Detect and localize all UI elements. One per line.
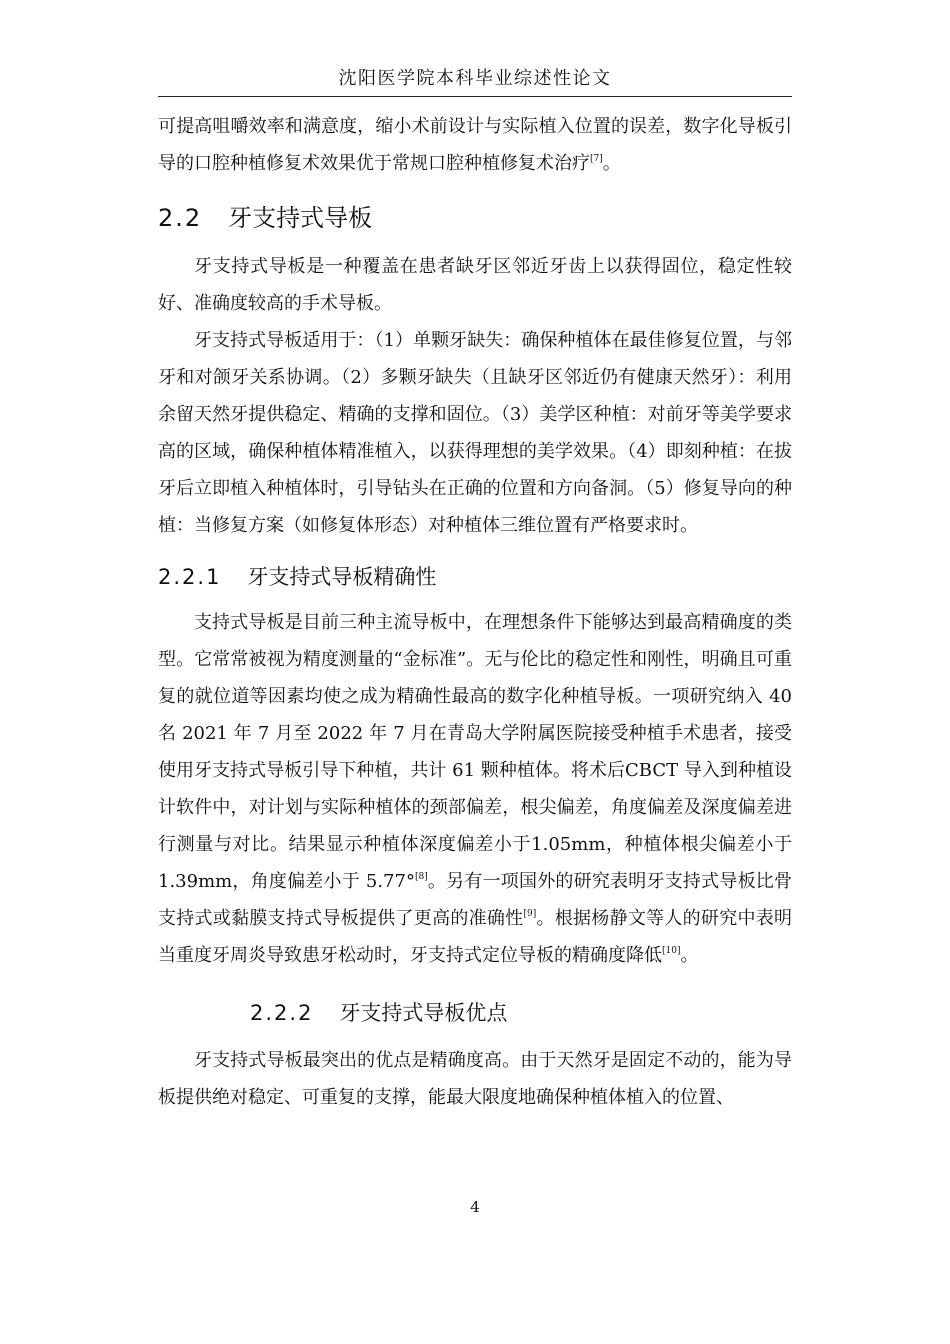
section-2-2-1-paragraph [158, 604, 792, 974]
header-rule [158, 96, 792, 97]
citation-10[interactable]: [10] [662, 946, 681, 956]
paragraph-text-part-3: 。根据杨静文等人的研究中表明当重度牙周炎导致患牙松动时，牙支持式定位导板的精确度降低 [158, 908, 793, 966]
running-header: 沈阳医学院本科毕业综述性论文 [338, 68, 612, 89]
heading-2-2-1-title: 牙支持式导板精确性 [247, 565, 437, 589]
heading-2-2 [158, 200, 792, 236]
intro-text: 可提高咀嚼效率和满意度，缩小术前设计与实际植入位置的误差，数字化导板引导的口腔种植修复术效果优于常规口腔种植修复术治疗 [158, 116, 792, 174]
paragraph-text-part-2: 。另有一项国外的研究表明牙支持式导板比骨支持式或黏膜支持式导板提供了更高的准确性 [158, 871, 793, 929]
citation-8[interactable]: [8] [414, 872, 428, 882]
heading-2-2-2 [158, 996, 792, 1030]
heading-2-2-number: 2.2 [158, 204, 203, 232]
heading-2-2-2-number: 2.2.2 [250, 1001, 314, 1025]
page-body [158, 104, 792, 1116]
page-number: 4 [470, 1198, 480, 1216]
heading-2-2-1 [158, 560, 792, 594]
heading-2-2-2-title: 牙支持式导板优点 [339, 1001, 508, 1025]
section-2-2-paragraph-1: 牙支持式导板是一种覆盖在患者缺牙区邻近牙齿上以获得固位，稳定性较好、准确度较高的手术导板。 [158, 256, 792, 314]
paragraph-text-part-4: 。 [680, 945, 699, 966]
heading-2-2-1-number: 2.2.1 [158, 565, 222, 589]
intro-paragraph [158, 108, 792, 182]
citation-7[interactable]: [7] [590, 154, 603, 164]
section-2-2-paragraph-2: 牙支持式导板适用于：（1）单颗牙缺失：确保种植体在最佳修复位置，与邻牙和对颌牙关系协调。（2）多颗牙缺失（且缺牙区邻近仍有健康天然牙）：利用余留天然牙提供稳定、精确的支撑和固位。（3）美学区种植：对前牙等美学要求高的区域，确保种植体精准植入，以获得理想的美学效果。（4）即刻种植：在拔牙后立即植入种植体时，引导钻头在正确的位置和方向备洞。（5）修复导向的种植：当修复方案（如修复体形态）对种植体三维位置有严格要求时。 [158, 330, 792, 536]
heading-2-2-title: 牙支持式导板 [228, 204, 373, 232]
section-2-2-2-paragraph: 牙支持式导板最突出的优点是精确度高。由于天然牙是固定不动的，能为导板提供绝对稳定、可重复的支撑，能最大限度地确保种植体植入的位置、 [158, 1050, 792, 1108]
citation-9[interactable]: [9] [523, 909, 537, 919]
paragraph-text-part-1: 支持式导板是目前三种主流导板中，在理想条件下能够达到最高精确度的类型。它常常被视为精度测量的“金标准”。无与伦比的稳定性和刚性，明确且可重复的就位道等因素均使之成为精确性最高的数字化种植导板。一项研究纳入 40 名 2021 年 7 月至 2022 年 7 月在青岛大学附属医院接受种植手术患者，接受使用牙支持式导板引导下种植，共计 61 颗种植体。将术后CBCT 导入到种植设计软件中，对计划与实际种植体的颈部偏差，根尖偏差，角度偏差及深度偏差进行测量与对比。结果显示种植体深度偏差小于1.05mm，种植体根尖偏差小于 1.39mm，角度偏差小于 5.77° [158, 612, 792, 892]
intro-text-end: 。 [602, 153, 621, 174]
